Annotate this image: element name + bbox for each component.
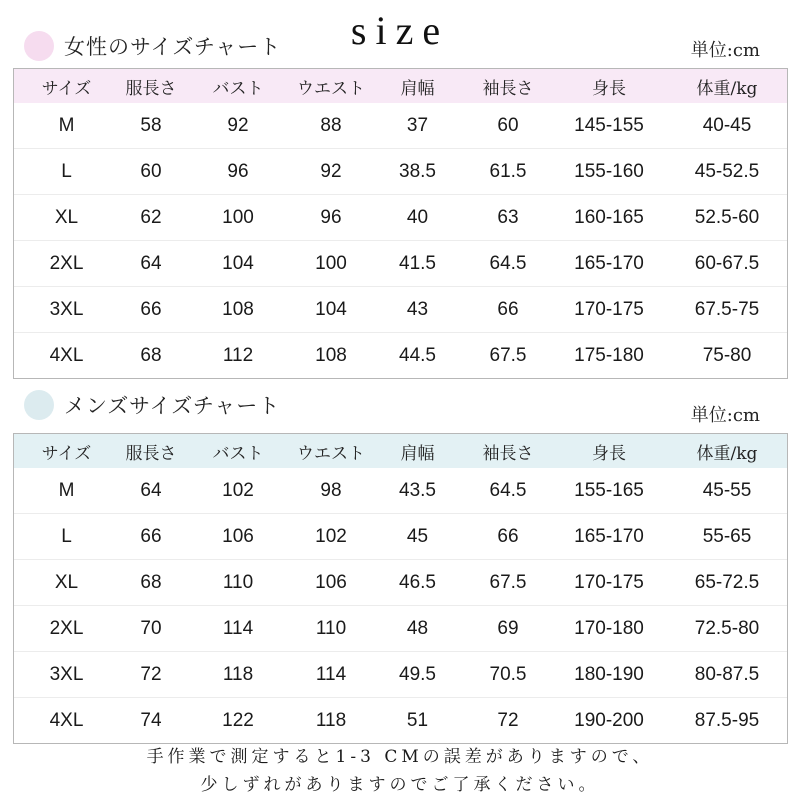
cell-weight: 45-52.5: [694, 160, 760, 182]
header-cell-size: サイズ: [41, 443, 92, 464]
women-circle-icon: [24, 31, 54, 61]
cell-shoulder: 43.5: [399, 479, 436, 501]
cell-shoulder: 48: [406, 617, 429, 639]
cell-sleeve: 66: [497, 298, 519, 320]
cell-length: 66: [140, 525, 162, 547]
cell-size: L: [61, 525, 72, 547]
table-row: [14, 468, 787, 513]
cell-size: 4XL: [49, 344, 84, 366]
cell-bust: 96: [227, 160, 249, 182]
cell-bust: 106: [222, 525, 254, 547]
cell-sleeve: 60: [497, 114, 519, 136]
cell-weight: 55-65: [702, 525, 752, 547]
cell-shoulder: 38.5: [399, 160, 436, 182]
cell-shoulder: 45: [406, 525, 429, 547]
cell-size: 4XL: [49, 709, 84, 731]
table-row: [14, 103, 787, 148]
men-size-table: [13, 433, 788, 744]
women-unit-label: 単位:cm: [690, 40, 760, 61]
cell-weight: 80-87.5: [694, 663, 760, 685]
cell-weight: 72.5-80: [694, 617, 760, 639]
cell-waist: 98: [320, 479, 342, 501]
cell-weight: 40-45: [702, 114, 752, 136]
cell-waist: 88: [320, 114, 342, 136]
header-cell-bust: バスト: [212, 443, 264, 464]
cell-sleeve: 67.5: [489, 344, 527, 366]
cell-shoulder: 37: [406, 114, 429, 136]
cell-bust: 122: [222, 709, 254, 731]
cell-waist: 102: [315, 525, 347, 547]
table-row: [14, 286, 787, 332]
cell-weight: 67.5-75: [694, 298, 760, 320]
cell-sleeve: 66: [497, 525, 519, 547]
header-cell-height: 身長: [592, 443, 626, 464]
cell-height: 145-155: [574, 114, 644, 136]
cell-height: 190-200: [574, 709, 644, 731]
footer-note-line2: 少しずれがありますのでご了承ください。: [200, 775, 600, 795]
cell-waist: 118: [315, 709, 347, 731]
header-cell-waist: ウエスト: [297, 78, 365, 99]
cell-waist: 108: [315, 344, 347, 366]
cell-sleeve: 63: [497, 206, 519, 228]
cell-shoulder: 51: [406, 709, 429, 731]
cell-bust: 110: [222, 571, 254, 593]
cell-height: 165-170: [574, 252, 644, 274]
cell-sleeve: 64.5: [489, 252, 527, 274]
cell-size: 2XL: [49, 252, 84, 274]
cell-size: 2XL: [49, 617, 84, 639]
cell-bust: 92: [227, 114, 249, 136]
cell-shoulder: 46.5: [399, 571, 436, 593]
table-body: [14, 103, 787, 378]
cell-sleeve: 70.5: [489, 663, 527, 685]
cell-height: 170-175: [574, 571, 644, 593]
cell-height: 165-170: [574, 525, 644, 547]
cell-size: XL: [54, 206, 79, 228]
cell-size: 3XL: [49, 663, 84, 685]
cell-weight: 52.5-60: [694, 206, 760, 228]
cell-height: 175-180: [574, 344, 644, 366]
cell-waist: 110: [315, 617, 347, 639]
table-row: [14, 651, 787, 697]
cell-sleeve: 67.5: [489, 571, 527, 593]
table-header-row: [14, 434, 787, 468]
table-row: [14, 559, 787, 605]
table-row: [14, 240, 787, 286]
cell-shoulder: 40: [406, 206, 429, 228]
cell-shoulder: 44.5: [399, 344, 436, 366]
page-title: size: [350, 8, 450, 53]
header-cell-bust: バスト: [212, 78, 264, 99]
cell-length: 74: [140, 709, 162, 731]
men-section-heading: [24, 388, 280, 422]
cell-height: 155-165: [574, 479, 644, 501]
header-cell-waist: ウエスト: [297, 443, 365, 464]
cell-sleeve: 69: [497, 617, 519, 639]
cell-weight: 45-55: [702, 479, 752, 501]
women-section-heading: [24, 29, 281, 63]
table-body: [14, 468, 787, 743]
cell-size: L: [61, 160, 72, 182]
women-size-table: [13, 68, 788, 379]
header-cell-height: 身長: [592, 78, 626, 99]
cell-bust: 104: [222, 252, 254, 274]
cell-length: 72: [140, 663, 162, 685]
footer-note-line1: 手作業で測定すると1-3 CMの誤差がありますので、: [146, 747, 654, 767]
header-cell-length: 服長さ: [125, 78, 177, 99]
table-header-row: [14, 69, 787, 103]
cell-height: 180-190: [574, 663, 644, 685]
cell-length: 64: [140, 479, 162, 501]
cell-height: 160-165: [574, 206, 644, 228]
men-chart-title: メンズサイズチャート: [64, 394, 281, 418]
header-cell-length: 服長さ: [125, 443, 177, 464]
cell-length: 68: [140, 344, 162, 366]
cell-size: M: [58, 114, 75, 136]
cell-waist: 104: [315, 298, 347, 320]
cell-length: 64: [140, 252, 162, 274]
cell-length: 70: [140, 617, 162, 639]
cell-sleeve: 72: [497, 709, 519, 731]
cell-size: 3XL: [49, 298, 84, 320]
cell-waist: 106: [315, 571, 347, 593]
cell-bust: 114: [222, 617, 254, 639]
cell-sleeve: 61.5: [489, 160, 527, 182]
cell-height: 170-175: [574, 298, 644, 320]
cell-size: XL: [54, 571, 79, 593]
cell-bust: 100: [222, 206, 254, 228]
table-row: [14, 332, 787, 378]
table-row: [14, 605, 787, 651]
cell-height: 170-180: [574, 617, 644, 639]
table-row: [14, 194, 787, 240]
cell-weight: 65-72.5: [694, 571, 760, 593]
cell-waist: 100: [315, 252, 347, 274]
table-row: [14, 148, 787, 194]
cell-bust: 102: [222, 479, 254, 501]
cell-length: 62: [140, 206, 162, 228]
cell-waist: 92: [320, 160, 342, 182]
header-cell-shoulder: 肩幅: [400, 443, 435, 464]
cell-size: M: [58, 479, 75, 501]
cell-waist: 114: [315, 663, 347, 685]
cell-length: 58: [140, 114, 162, 136]
cell-bust: 112: [222, 344, 254, 366]
cell-shoulder: 49.5: [399, 663, 436, 685]
header-cell-sleeve: 袖長さ: [482, 78, 534, 99]
header-cell-sleeve: 袖長さ: [482, 443, 534, 464]
cell-waist: 96: [320, 206, 342, 228]
cell-weight: 75-80: [702, 344, 752, 366]
cell-bust: 108: [222, 298, 254, 320]
women-chart-title: 女性のサイズチャート: [64, 35, 282, 59]
table-row: [14, 697, 787, 743]
header-cell-shoulder: 肩幅: [400, 78, 435, 99]
cell-bust: 118: [222, 663, 254, 685]
cell-length: 68: [140, 571, 162, 593]
men-circle-icon: [24, 390, 54, 420]
cell-weight: 60-67.5: [694, 252, 760, 274]
cell-length: 60: [140, 160, 162, 182]
cell-length: 66: [140, 298, 162, 320]
cell-shoulder: 43: [406, 298, 429, 320]
cell-height: 155-160: [574, 160, 644, 182]
header-cell-weight: 体重/kg: [696, 78, 758, 99]
header-cell-size: サイズ: [41, 78, 92, 99]
cell-sleeve: 64.5: [489, 479, 527, 501]
table-row: [14, 513, 787, 559]
men-unit-label: 単位:cm: [690, 405, 760, 426]
header-cell-weight: 体重/kg: [696, 443, 758, 464]
cell-shoulder: 41.5: [399, 252, 436, 274]
cell-weight: 87.5-95: [694, 709, 760, 731]
